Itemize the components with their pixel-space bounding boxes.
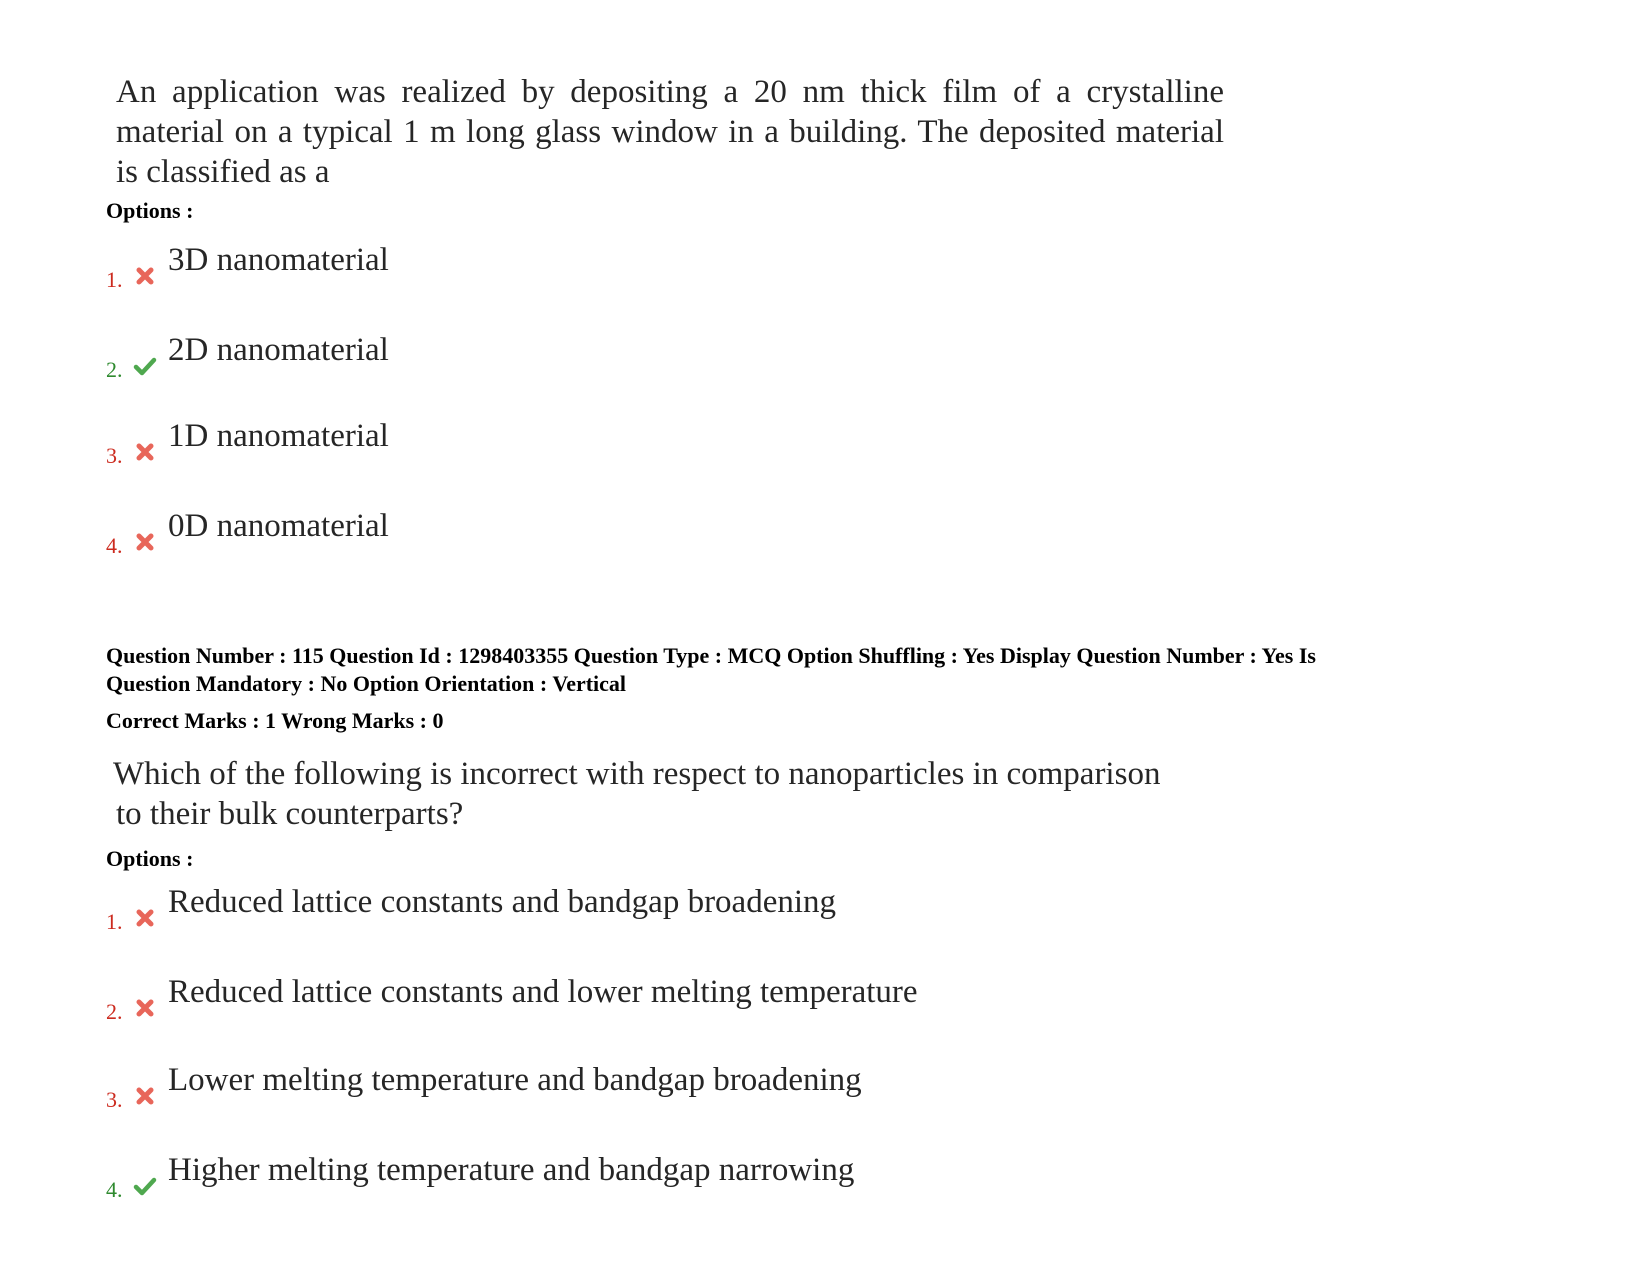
option-item xyxy=(106,974,1006,1024)
option-item xyxy=(106,242,1006,292)
option-text: 1D nanomaterial xyxy=(168,418,389,454)
question-text-line: to their bulk counterparts? xyxy=(116,796,464,832)
option-item xyxy=(106,884,1006,934)
cross-icon xyxy=(133,440,157,464)
option-number: 4. xyxy=(106,533,123,558)
options-label: Options : xyxy=(106,198,194,223)
options-label: Options : xyxy=(106,846,194,871)
check-icon xyxy=(133,1174,157,1198)
cross-icon xyxy=(133,530,157,554)
option-text: Lower melting temperature and bandgap broadening xyxy=(168,1062,862,1098)
option-item xyxy=(106,1062,1006,1112)
question-text-line: Which of the following is incorrect with respect to nanoparticles in comparison xyxy=(113,756,1161,792)
option-text: 2D nanomaterial xyxy=(168,332,389,368)
question-115-text xyxy=(113,754,1233,834)
marks-info: Correct Marks : 1 Wrong Marks : 0 xyxy=(106,708,444,733)
question-114-text: An application was realized by depositing a 20 nm thick film of a crystalline material on a typical 1 m long glass window in a building. The deposited material is classified as a xyxy=(116,74,1224,190)
option-number: 4. xyxy=(106,1177,123,1202)
option-text: Reduced lattice constants and lower melting temperature xyxy=(168,974,918,1010)
cross-icon xyxy=(133,996,157,1020)
option-number: 1. xyxy=(106,909,123,934)
option-number: 1. xyxy=(106,267,123,292)
check-icon xyxy=(133,354,157,378)
option-number: 3. xyxy=(106,443,123,468)
option-number: 3. xyxy=(106,1087,123,1112)
option-item xyxy=(106,1152,1006,1202)
question-meta-line: Question Mandatory : No Option Orientation : Vertical xyxy=(106,671,627,696)
question-meta xyxy=(106,642,1546,698)
option-item xyxy=(106,508,1006,558)
cross-icon xyxy=(133,906,157,930)
cross-icon xyxy=(133,264,157,288)
option-item xyxy=(106,418,1006,468)
option-text: Reduced lattice constants and bandgap broadening xyxy=(168,884,837,920)
option-text: Higher melting temperature and bandgap narrowing xyxy=(168,1152,855,1188)
option-item xyxy=(106,332,1006,382)
option-text: 3D nanomaterial xyxy=(168,242,389,278)
question-meta-line: Question Number : 115 Question Id : 1298403355 Question Type : MCQ Option Shuffling : Yes Display Question Number : Yes Is xyxy=(106,643,1316,668)
cross-icon xyxy=(133,1084,157,1108)
option-number: 2. xyxy=(106,999,123,1024)
option-number: 2. xyxy=(106,357,123,382)
option-text: 0D nanomaterial xyxy=(168,508,389,544)
